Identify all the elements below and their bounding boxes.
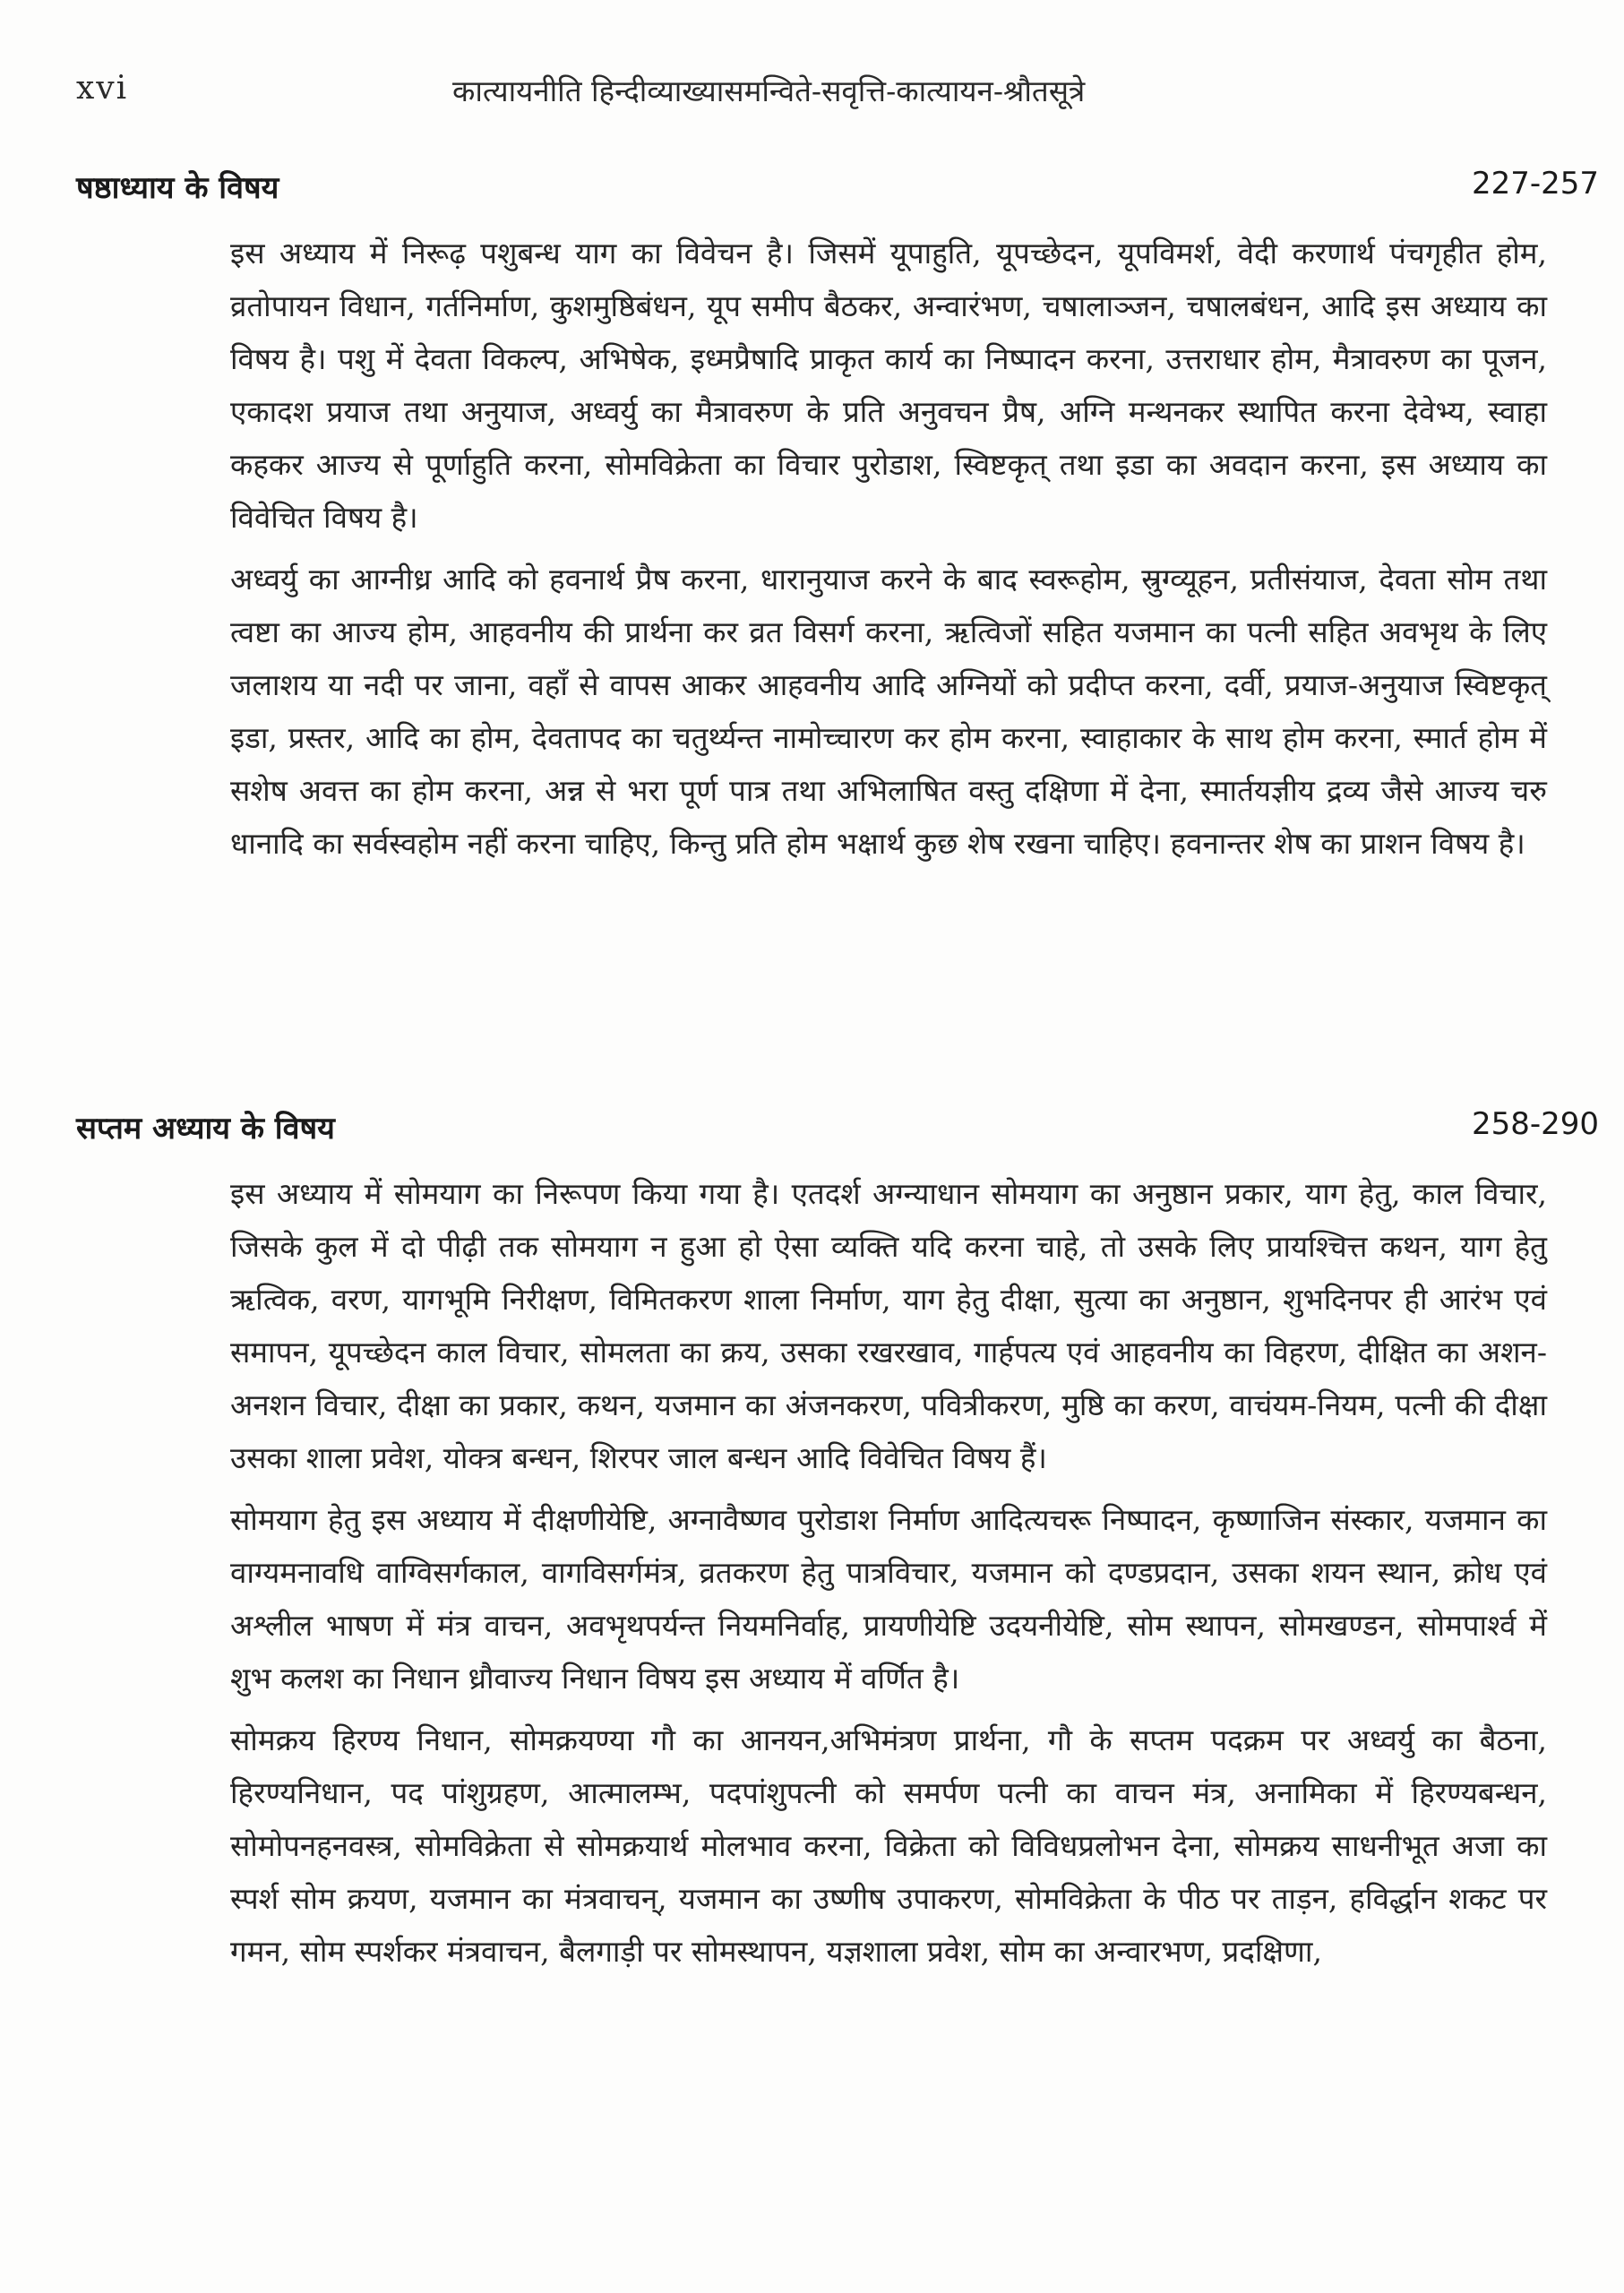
section-title: सप्तम अध्याय के विषय	[76, 1111, 335, 1146]
section-page-range: 258-290	[1471, 1106, 1599, 1142]
section-heading	[76, 1106, 1599, 1160]
paragraph: सोमक्रय हिरण्य निधान, सोमक्रयण्या गौ का आनयन,अभिमंत्रण प्रार्थना, गौ के सप्तम पदक्रम पर अध्वर्यु का बैठना, हिरण्यनिधान, पद पांशुग्रहण, आत्मालम्भ, पदपांशुपत्नी को समर्पण पत्नी का वाचन मंत्र, अनामिका में हिरण्यबन्धन, सोमोपनहनवस्त्र, सोमविक्रेता से सोमक्रयार्थ मोलभाव करना, विक्रेता को विविधप्रलोभन देना, सोमक्रय साधनीभूत अजा का स्पर्श सोम क्रयण, यजमान का मंत्रवाचन्, यजमान का उष्णीष उपाकरण, सोमविक्रेता के पीठ पर ताड़न, हविर्द्धान शकट पर गमन, सोम स्पर्शकर मंत्रवाचन, बैलगाड़ी पर सोमस्थापन, यज्ञशाला प्रवेश, सोम का अन्वारभण, प्रदक्षिणा,	[230, 1722, 1547, 1969]
paragraph: इस अध्याय में निरूढ़ पशुबन्ध याग का विवेचन है। जिसमें यूपाहुति, यूपच्छेदन, यूपविमर्श, वेदी करणार्थ पंचगृहीत होम, व्रतोपायन विधान, गर्तनिर्माण, कुशमुष्ठिबंधन, यूप समीप बैठकर, अन्वारंभण, चषालाञ्जन, चषालबंधन, आदि इस अध्याय का विषय है। पशु में देवता विकल्प, अभिषेक, इध्मप्रैषादि प्राकृत कार्य का निष्पादन करना, उत्तराधार होम, मैत्रावरुण का पूजन, एकादश प्रयाज तथा अनुयाज, अध्वर्यु का मैत्रावरुण के प्रति अनुवचन प्रैष, अग्नि मन्थनकर स्थापित करना देवेभ्य, स्वाहा कहकर आज्य से पूर्णाहुति करना, सोमविक्रेता का विचार पुरोडाश, स्विष्टकृत् तथा इडा का अवदान करना, इस अध्याय का विवेचित विषय है।	[230, 236, 1547, 535]
section-heading	[76, 166, 1599, 219]
paragraph: सोमयाग हेतु इस अध्याय में दीक्षणीयेष्टि, अग्नावैष्णव पुरोडाश निर्माण आदित्यचरू निष्पादन, कृष्णाजिन संस्कार, यजमान का वाग्यमनावधि वाग्विसर्गकाल, वागविसर्गमंत्र, व्रतकरण हेतु पात्रविचार, यजमान को दण्डप्रदान, उसका शयन स्थान, क्रोध एवं अश्लील भाषण में मंत्र वाचन, अवभृथपर्यन्त नियमनिर्वाह, प्रायणीयेष्टि उदयनीयेष्टि, सोम स्थापन, सोमखण्डन, सोमपार्श्व में शुभ कलश का निधान ध्रौवाज्य निधान विषय इस अध्याय में वर्णित है।	[230, 1502, 1547, 1696]
running-title: कात्यायनीति हिन्दीव्याख्यासमन्विते-सवृत्ति-कात्यायन-श्रौतसूत्रे	[452, 73, 1086, 108]
section-title: षष्ठाध्याय के विषय	[76, 170, 279, 206]
section-chapter-six	[76, 166, 1599, 870]
running-header	[76, 70, 1599, 124]
section-chapter-seven	[76, 1106, 1599, 1978]
paragraph: इस अध्याय में सोमयाग का निरूपण किया गया है। एतदर्श अग्न्याधान सोमयाग का अनुष्ठान प्रकार, याग हेतु, काल विचार, जिसके कुल में दो पीढ़ी तक सोमयाग न हुआ हो ऐसा व्यक्ति यदि करना चाहे, तो उसके लिए प्रायश्चित्त कथन, याग हेतु ऋत्विक, वरण, यागभूमि निरीक्षण, विमितकरण शाला निर्माण, याग हेतु दीक्षा, सुत्या का अनुष्ठान, शुभदिनपर ही आरंभ एवं समापन, यूपच्छेदन काल विचार, सोमलता का क्रय, उसका रखरखाव, गार्हपत्य एवं आहवनीय का विहरण, दीक्षित का अशन-अनशन विचार, दीक्षा का प्रकार, कथन, यजमान का अंजनकरण, पवित्रीकरण, मुष्ठि का करण, वाचंयम-नियम, पत्नी की दीक्षा उसका शाला प्रवेश, योक्त्र बन्धन, शिरपर जाल बन्धन आदि विवेचित विषय हैं।	[230, 1176, 1547, 1475]
paragraph: अध्वर्यु का आग्नीध्र आदि को हवनार्थ प्रैष करना, धारानुयाज करने के बाद स्वरूहोम, स्रुग्व्यूहन, प्रतीसंयाज, देवता सोम तथा त्वष्टा का आज्य होम, आहवनीय की प्रार्थना कर व्रत विसर्ग करना, ऋत्विजों सहित यजमान का पत्नी सहित अवभृथ के लिए जलाशय या नदी पर जाना, वहाँ से वापस आकर आहवनीय आदि अग्नियों को प्रदीप्त करना, दर्वी, प्रयाज-अनुयाज स्विष्टकृत् इडा, प्रस्तर, आदि का होम, देवतापद का चतुर्थ्यन्त नामोच्चारण कर होम करना, स्वाहाकार के साथ होम करना, स्मार्त होम में सशेष अवत्त का होम करना, अन्न से भरा पूर्ण पात्र तथा अभिलाषित वस्तु दक्षिणा में देना, स्मार्तयज्ञीय द्रव्य जैसे आज्य चरु धानादि का सर्वस्वहोम नहीं करना चाहिए, किन्तु प्रति होम भक्षार्थ कुछ शेष रखना चाहिए। हवनान्तर शेष का प्राशन विषय है।	[230, 562, 1547, 861]
page-number: xvi	[76, 70, 129, 107]
section-page-range: 227-257	[1471, 166, 1599, 202]
